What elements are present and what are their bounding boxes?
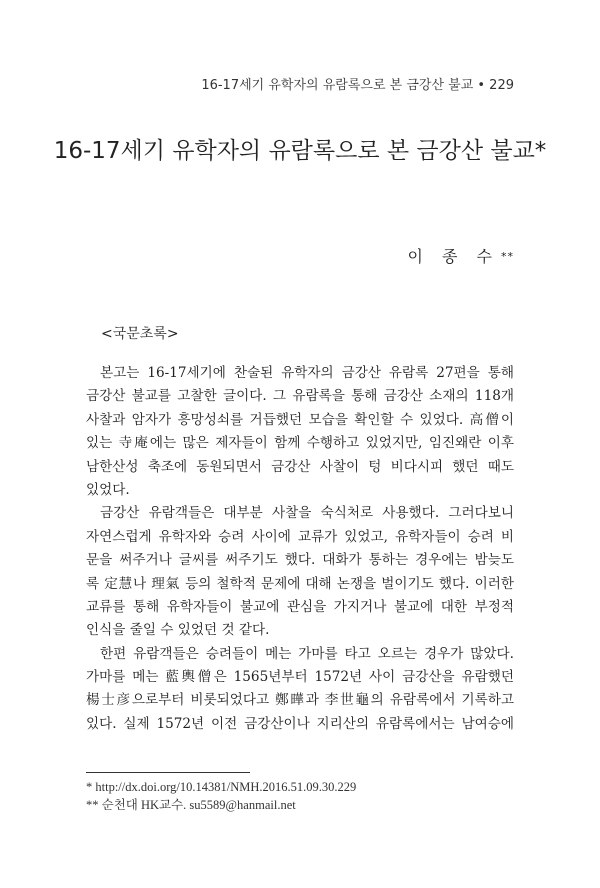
footnote-doi: * http://dx.doi.org/10.14381/NMH.2016.51.09.30.229 [86, 780, 357, 794]
text-line: 있는 寺庵에는 많은 제자들이 함께 수행하고 있었지만, 임진왜란 이후 [86, 435, 514, 452]
text-line: 본고는 16-17세기에 찬술된 유학자의 금강산 유람록 27편을 통해 [100, 365, 514, 381]
text-line: 있다. 실제 1572년 이전 금강산이나 지리산의 유람록에서는 남여승에 [86, 715, 514, 732]
text-line: 문을 써주거나 글씨를 써주기도 했다. 대화가 통하는 경우에는 밤늦도 [86, 552, 514, 569]
paragraph [86, 502, 514, 642]
author-footnote-mark: ** [501, 250, 514, 263]
text-line: 남한산성 축조에 동원되면서 금강산 사찰이 텅 비다시피 했던 때도 [86, 458, 514, 475]
text-line: 사찰과 암자가 흥망성쇠를 거듭했던 모습을 확인할 수 있었다. 高僧이 [86, 411, 514, 428]
text-line: 한편 유람객들은 승려들이 메는 가마를 타고 오르는 경우가 많았다. [100, 645, 514, 662]
text-line: 인식을 줄일 수 있었던 것 같다. [86, 622, 270, 639]
text-line: 금강산 불교를 고찰한 글이다. 그 유람록을 통해 금강산 소재의 118개 [86, 388, 514, 405]
paragraph [86, 362, 514, 502]
author-byline [407, 244, 514, 267]
text-line: 금강산 유람객들은 대부분 사찰을 숙식처로 사용했다. 그러다보니 [100, 505, 514, 522]
text-line: 楊士彦으로부터 비롯되었다고 鄭曄과 李世龜의 유람록에서 기록하고 [86, 692, 514, 709]
text-line: 자연스럽게 유학자와 승려 사이에 교류가 있었고, 유학자들이 승려 비 [86, 528, 514, 545]
footnotes [86, 778, 356, 814]
footnote-divider [86, 772, 250, 773]
abstract-body [86, 362, 514, 736]
abstract-label: <국문초록> [101, 326, 179, 342]
paragraph [86, 643, 514, 737]
text-line: 록 定慧나 理氣 등의 철학적 문제에 대해 논쟁을 벌이기도 했다. 이러한 [86, 575, 514, 592]
text-line: 교류를 통해 유학자들이 불교에 관심을 가지거나 불교에 대한 부정적 [86, 598, 514, 615]
running-head: 16-17세기 유학자의 유람록으로 본 금강산 불교 • 229 [201, 78, 514, 93]
author-name: 이 종 수 [407, 247, 499, 266]
footnote-author: ** 순천대 HK교수. su5589@hanmail.net [86, 798, 296, 812]
article-title: 16-17세기 유학자의 유람록으로 본 금강산 불교* [53, 138, 547, 164]
text-line: 가마를 메는 藍輿僧은 1565년부터 1572년 사이 금강산을 유람했던 [86, 669, 514, 686]
text-line: 있었다. [86, 481, 130, 498]
